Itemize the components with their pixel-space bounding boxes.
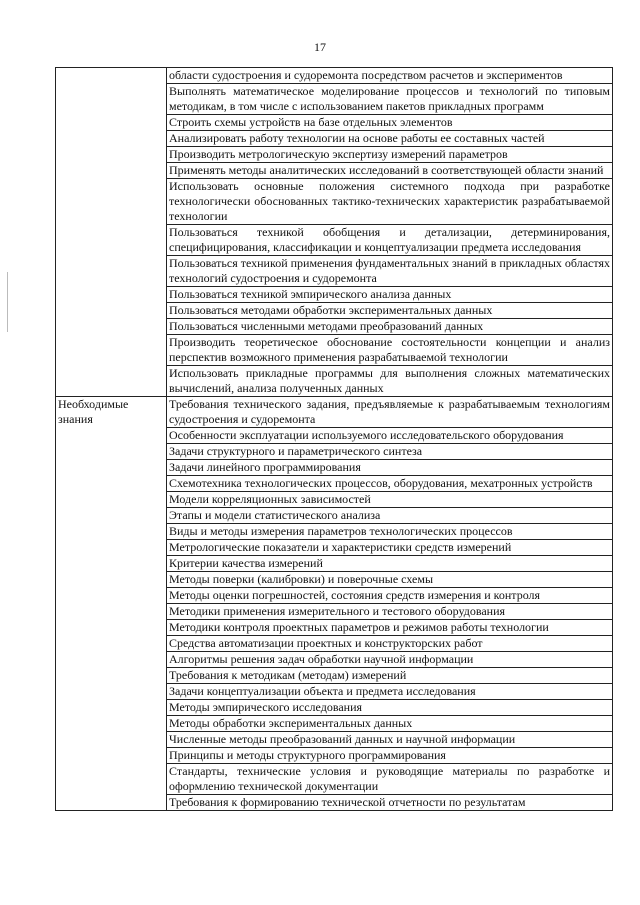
table-cell bbox=[167, 163, 613, 179]
table-cell bbox=[167, 700, 613, 716]
item-text: Требования к методикам (методам) измерений bbox=[169, 668, 407, 682]
table-cell bbox=[167, 179, 613, 225]
table-cell bbox=[167, 428, 613, 444]
table-cell bbox=[167, 366, 613, 397]
item-text: Задачи линейного программирования bbox=[169, 460, 361, 474]
table-cell bbox=[167, 319, 613, 335]
item-text: Пользоваться техникой обобщения и детализации, детерминирования, специфицирования, классификации и концептуализации предмета исследования bbox=[169, 225, 610, 254]
item-text: Модели корреляционных зависимостей bbox=[169, 492, 371, 506]
table-cell bbox=[167, 604, 613, 620]
item-text: Анализировать работу технологии на основе работы ее составных частей bbox=[169, 131, 545, 145]
item-text: Применять методы аналитических исследований в соответствующей области знаний bbox=[169, 163, 604, 177]
item-text: Использовать прикладные программы для выполнения сложных математических вычислений, анализа полученных данных bbox=[169, 366, 610, 395]
item-text: Методики контроля проектных параметров и режимов работы технологии bbox=[169, 620, 549, 634]
item-text: Требования технического задания, предъявляемые к разрабатываемым технологиям судостроения и судоремонта bbox=[169, 397, 610, 426]
table-cell bbox=[167, 476, 613, 492]
item-text: Схемотехника технологических процессов, оборудования, мехатронных устройств bbox=[169, 476, 593, 490]
table-row bbox=[56, 397, 613, 428]
table-cell bbox=[167, 684, 613, 700]
item-text: Стандарты, технические условия и руководящие материалы по разработке и оформлению технической документации bbox=[169, 764, 610, 793]
page-number: 17 bbox=[314, 40, 326, 54]
item-text: Методы эмпирического исследования bbox=[169, 700, 363, 714]
item-text: Задачи структурного и параметрического синтеза bbox=[169, 444, 423, 458]
margin-mark bbox=[7, 272, 9, 332]
table-cell bbox=[167, 556, 613, 572]
table-cell bbox=[167, 732, 613, 748]
item-text: Численные методы преобразований данных и научной информации bbox=[169, 732, 516, 746]
item-text: Пользоваться методами обработки экспериментальных данных bbox=[169, 303, 493, 317]
table-cell bbox=[167, 795, 613, 811]
item-text: области судостроения и судоремонта посредством расчетов и экспериментов bbox=[169, 68, 563, 82]
table-cell bbox=[167, 256, 613, 287]
table-cell bbox=[167, 115, 613, 131]
item-text: Методы оценки погрешностей, состояния средств измерения и контроля bbox=[169, 588, 541, 602]
item-text: Алгоритмы решения задач обработки научной информации bbox=[169, 652, 474, 666]
table-cell bbox=[167, 588, 613, 604]
item-text: Особенности эксплуатации используемого исследовательского оборудования bbox=[169, 428, 564, 442]
item-text: Методы поверки (калибровки) и поверочные схемы bbox=[169, 572, 433, 586]
item-text: Критерии качества измерений bbox=[169, 556, 323, 570]
table-cell bbox=[167, 131, 613, 147]
item-text: Метрологические показатели и характеристики средств измерений bbox=[169, 540, 512, 554]
table-cell bbox=[167, 492, 613, 508]
table-cell bbox=[167, 764, 613, 795]
item-text: Задачи концептуализации объекта и предмета исследования bbox=[169, 684, 476, 698]
item-text: Пользоваться техникой применения фундаментальных знаний в прикладных областях технологий судостроения и судоремонта bbox=[169, 256, 610, 285]
item-text: Производить метрологическую экспертизу измерений параметров bbox=[169, 147, 508, 161]
item-text: Принципы и методы структурного программирования bbox=[169, 748, 446, 762]
table-cell bbox=[167, 444, 613, 460]
table-cell bbox=[167, 748, 613, 764]
table-cell bbox=[167, 572, 613, 588]
table-cell bbox=[167, 524, 613, 540]
item-text: Методики применения измерительного и тестового оборудования bbox=[169, 604, 506, 618]
item-text: Пользоваться численными методами преобразований данных bbox=[169, 319, 484, 333]
table-cell bbox=[167, 147, 613, 163]
table-cell bbox=[167, 397, 613, 428]
item-text: Производить теоретическое обоснование состоятельности концепции и анализ перспектив возможного применения разрабатываемой технологии bbox=[169, 335, 610, 364]
section-label bbox=[56, 68, 167, 397]
item-text: Использовать основные положения системного подхода при разработке технологически обоснованных тактико-технических характеристик разрабатываемой технологии bbox=[169, 179, 610, 223]
table-cell bbox=[167, 460, 613, 476]
table-cell bbox=[167, 225, 613, 256]
section-label: Необходимые знания bbox=[56, 397, 167, 811]
requirements-table bbox=[55, 67, 613, 811]
table-cell bbox=[167, 668, 613, 684]
table-cell bbox=[167, 287, 613, 303]
table-cell bbox=[167, 716, 613, 732]
item-text: Пользоваться техникой эмпирического анализа данных bbox=[169, 287, 452, 301]
table-cell bbox=[167, 68, 613, 84]
item-text: Средства автоматизации проектных и конструкторских работ bbox=[169, 636, 483, 650]
table-cell bbox=[167, 508, 613, 524]
item-text: Виды и методы измерения параметров технологических процессов bbox=[169, 524, 513, 538]
item-text: Этапы и модели статистического анализа bbox=[169, 508, 381, 522]
table-cell bbox=[167, 620, 613, 636]
table-cell bbox=[167, 303, 613, 319]
table-cell bbox=[167, 335, 613, 366]
table-cell bbox=[167, 636, 613, 652]
item-text: Методы обработки экспериментальных данных bbox=[169, 716, 413, 730]
item-text: Выполнять математическое моделирование процессов и технологий по типовым методикам, в том числе с использованием пакетов прикладных программ bbox=[169, 84, 610, 113]
table-row bbox=[56, 68, 613, 84]
table-cell bbox=[167, 84, 613, 115]
item-text: Строить схемы устройств на базе отдельных элементов bbox=[169, 115, 453, 129]
requirements-table-body bbox=[56, 68, 613, 811]
table-cell bbox=[167, 652, 613, 668]
table-cell bbox=[167, 540, 613, 556]
item-text: Требования к формированию технической отчетности по результатам bbox=[169, 795, 526, 809]
